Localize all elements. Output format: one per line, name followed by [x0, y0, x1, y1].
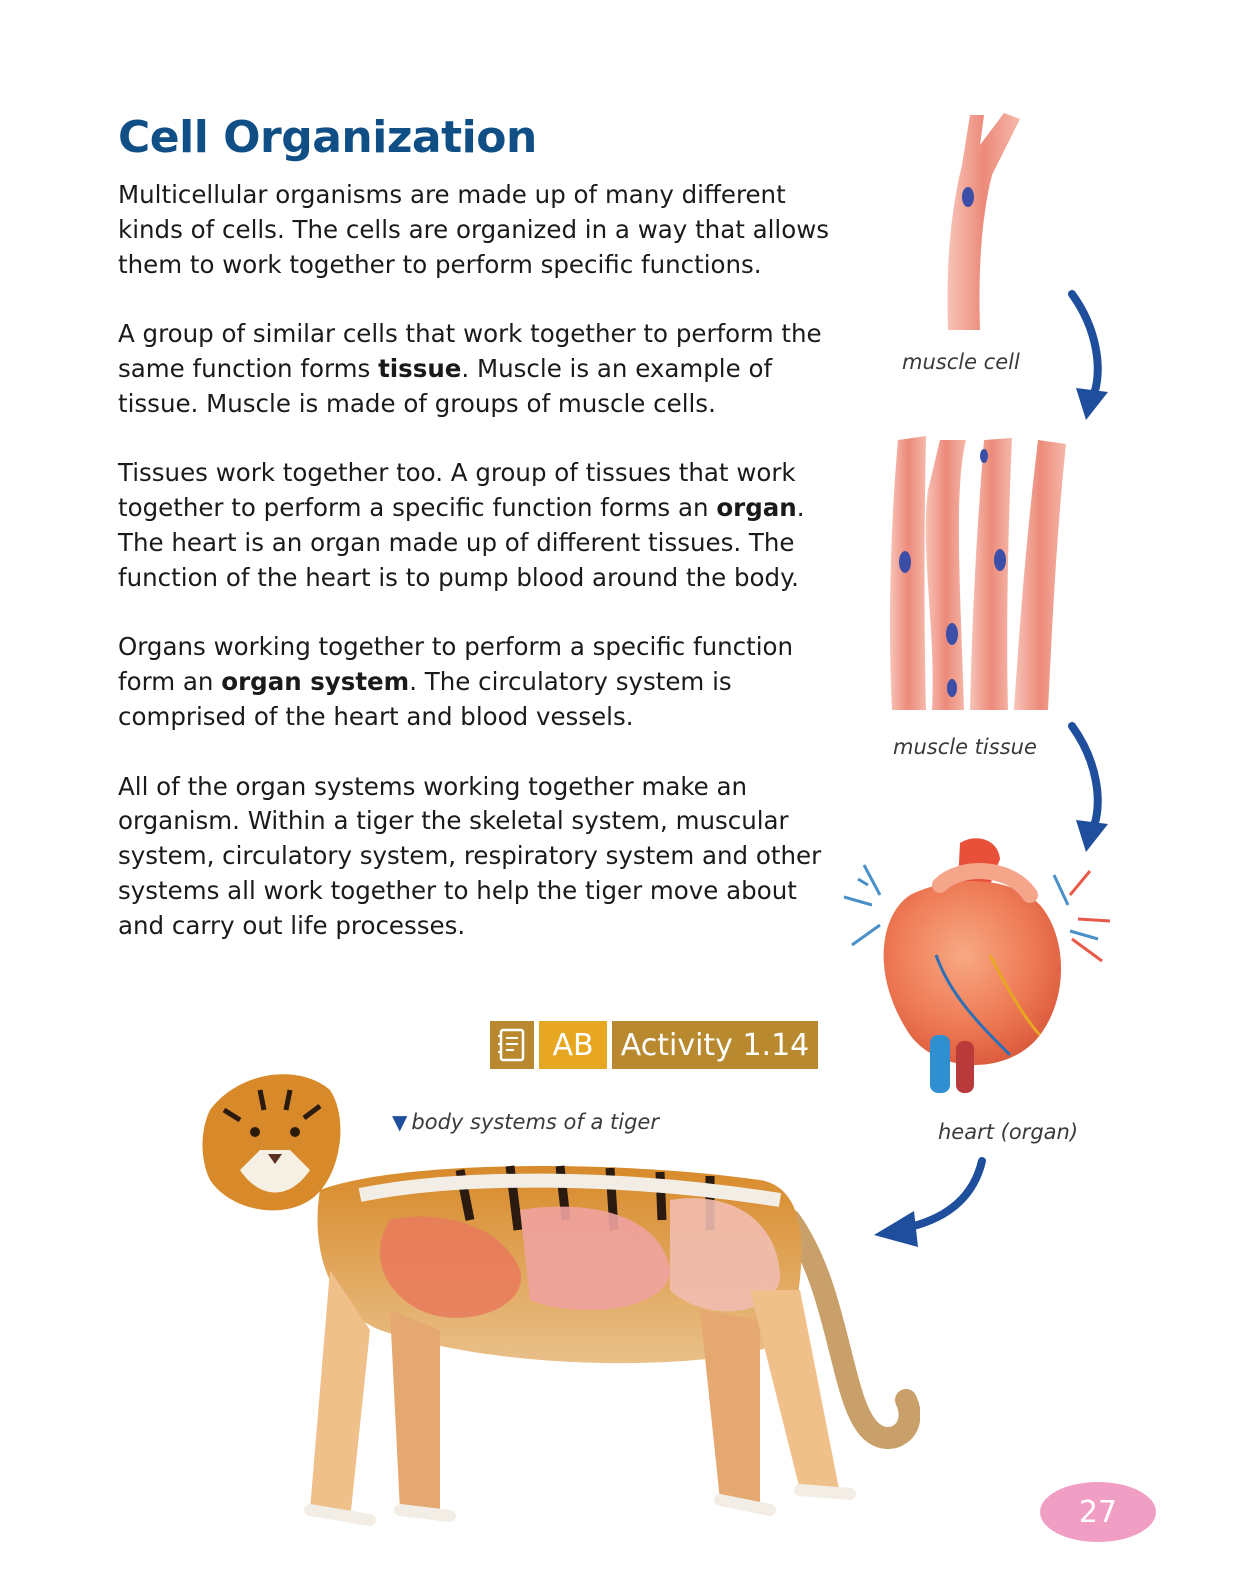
term-tissue: tissue	[378, 353, 462, 383]
page-number: 27	[1040, 1482, 1156, 1542]
paragraph-3: Tissues work together too. A group of tissues that work together to perform a specific function forms an organ. The heart is an organ made up of different tissues. The function of the heart is to pump blood around the body.	[118, 458, 805, 592]
workbook-icon	[490, 1021, 534, 1069]
term-organ-system: organ system	[221, 667, 410, 697]
tiger-body-systems-image	[200, 1070, 920, 1550]
triangle-marker-icon: ▼	[392, 1110, 408, 1134]
caption-muscle-tissue: muscle tissue	[893, 735, 1037, 759]
term-organ: organ	[716, 493, 797, 523]
caption-muscle-cell: muscle cell	[902, 350, 1020, 374]
caption-heart: heart (organ)	[938, 1120, 1079, 1144]
page-title: Cell Organization	[118, 112, 537, 163]
activity-ab-label: AB	[539, 1021, 607, 1069]
paragraph-2: A group of similar cells that work together to perform the same function forms tissue. Muscle is an example of tissue. Muscle is made of groups of muscle cells.	[118, 319, 822, 418]
heart-image	[840, 835, 1115, 1100]
paragraph-1: Multicellular organisms are made up of many different kinds of cells. The cells are organized in a way that allows them to work together to perform specific functions.	[118, 180, 830, 279]
paragraph-5: All of the organ systems working together make an organism. Within a tiger the skeletal system, muscular system, circulatory system, respiratory system and other systems all work together to help the tiger move about and carry out life processes.	[118, 771, 822, 940]
paragraph-4: Organs working together to perform a specific function form an organ system. The circulatory system is comprised of the heart and blood vessels.	[118, 632, 794, 731]
activity-badge[interactable]	[490, 1021, 818, 1069]
arrow-cell-to-tissue	[1060, 290, 1120, 425]
body-text	[118, 178, 838, 978]
activity-number: Activity 1.14	[612, 1021, 818, 1069]
muscle-cell-image	[930, 105, 1030, 335]
muscle-tissue-image	[880, 430, 1075, 715]
caption-tiger: ▼ body systems of a tiger	[392, 1110, 659, 1134]
